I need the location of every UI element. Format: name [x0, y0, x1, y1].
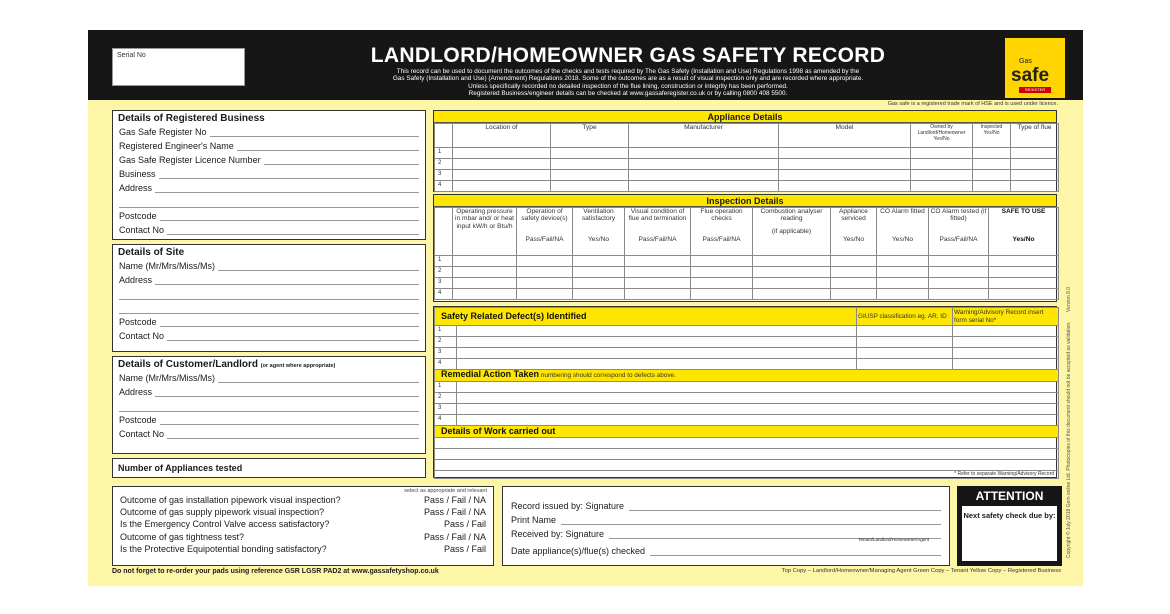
- copyright-note: Copyright © July 2018 Gem online Ltd. Photocopies of this document should not be accepted as validation.: [1066, 321, 1072, 558]
- logo-register-text: REGISTER: [1019, 87, 1051, 93]
- col-type-of-flue: Type of flue: [1011, 124, 1059, 148]
- col-safe-to-use: SAFE TO USE Yes/No: [989, 208, 1059, 256]
- gas-safe-logo: [1005, 38, 1065, 98]
- work-row[interactable]: [435, 460, 1059, 471]
- print-name-field[interactable]: Print Name: [503, 511, 949, 525]
- customer-postcode-field[interactable]: Postcode: [113, 412, 425, 426]
- col-flue-operation: Flue operation checks Pass/Fail/NA: [691, 208, 753, 256]
- work-row[interactable]: [435, 449, 1059, 460]
- table-row[interactable]: 1: [435, 382, 1059, 393]
- table-row[interactable]: 4: [435, 289, 1059, 300]
- site-details-panel: [112, 244, 426, 352]
- attention-panel: [957, 486, 1062, 566]
- engineer-name-field[interactable]: Registered Engineer's Name: [113, 138, 425, 152]
- business-details-panel: [112, 110, 426, 240]
- business-address-field[interactable]: Address: [113, 180, 425, 194]
- address-line[interactable]: [119, 286, 419, 300]
- col-safety-device: Operation of safety device(s) Pass/Fail/NA: [517, 208, 573, 256]
- address-line[interactable]: [119, 300, 419, 314]
- inspection-details-panel: [433, 194, 1057, 302]
- work-title: Details of Work carried out: [435, 426, 1059, 438]
- col-co-alarm-fitted: CO Alarm fitted Yes/No: [877, 208, 929, 256]
- serial-label: Serial No: [117, 52, 146, 59]
- site-title: Details of Site: [118, 247, 185, 258]
- outcome-item[interactable]: Outcome of gas tightness test? Pass / Fail / NA: [120, 531, 486, 542]
- customer-title: Details of Customer/Landlord (or agent where appropriate): [118, 359, 336, 370]
- warning-header: Warning/Advisory Record insert form serial No*: [953, 308, 1059, 326]
- subtitle-line: This record can be used to document the outcomes of the checks and tests required by The Gas Safety (Installation and Use) Regulations 1998 as amended by the: [396, 68, 860, 75]
- issued-signature-field[interactable]: Record issued by: Signature: [503, 497, 949, 511]
- outcome-item[interactable]: Outcome of gas installation pipework visual inspection? Pass / Fail / NA: [120, 495, 486, 505]
- customer-contact-field[interactable]: Contact No: [113, 426, 425, 440]
- subtitle-line: Registered Business/engineer details can be checked at www.gassaferegister.co.uk or by calling 0800 408 5500.: [468, 90, 788, 98]
- site-contact-field[interactable]: Contact No: [113, 328, 425, 342]
- work-row[interactable]: [435, 438, 1059, 449]
- col-location: Location of: [453, 124, 551, 148]
- col-num: [435, 124, 453, 148]
- inspection-table: [434, 207, 1059, 300]
- table-row[interactable]: 3: [435, 170, 1059, 181]
- customer-details-panel: [112, 356, 426, 454]
- attention-title: ATTENTION: [975, 489, 1044, 503]
- gas-safety-record-form: [88, 30, 1083, 586]
- business-postcode-field[interactable]: Postcode: [113, 208, 425, 222]
- address-line[interactable]: [119, 398, 419, 412]
- col-co-alarm-tested: CO Alarm tested (if fitted) Pass/Fail/NA: [929, 208, 989, 256]
- col-owned-by: Owned by Landlord/Homeowner Yes/No: [911, 124, 973, 148]
- col-model: Model: [779, 124, 911, 148]
- col-manufacturer: Manufacturer: [629, 124, 779, 148]
- defects-panel: [433, 306, 1057, 478]
- serial-number-box[interactable]: [112, 48, 245, 86]
- signatures-panel: [502, 486, 950, 566]
- col-ventilation: Ventilation satisfactory Yes/No: [573, 208, 625, 256]
- received-note: Tenant/Landlord/Homeowner/Agent: [858, 537, 929, 542]
- table-row[interactable]: 3: [435, 278, 1059, 289]
- next-check-box[interactable]: Next safety check due by:: [962, 506, 1057, 561]
- site-name-field[interactable]: Name (Mr/Mrs/Miss/Ms): [113, 258, 425, 272]
- table-row[interactable]: 3: [435, 404, 1059, 415]
- table-row[interactable]: 4: [435, 181, 1059, 192]
- table-row[interactable]: 1: [435, 148, 1059, 159]
- outcomes-hint: select as appropriate and relevant: [404, 488, 487, 494]
- appliance-details-title: Appliance Details: [434, 111, 1056, 123]
- appliances-tested-label: Number of Appliances tested: [118, 463, 243, 473]
- logo-gas-text: Gas: [1019, 58, 1032, 65]
- defects-title: Safety Related Defect(s) Identified: [435, 308, 857, 326]
- outcomes-panel: [112, 486, 494, 566]
- business-title: Details of Registered Business: [118, 113, 265, 124]
- col-serviced: Appliance serviced Yes/No: [831, 208, 877, 256]
- col-num: [435, 208, 453, 256]
- col-visual-condition: Visual condition of flue and termination Pass/Fail/NA: [625, 208, 691, 256]
- customer-note: (or agent where appropriate): [260, 363, 336, 369]
- table-row[interactable]: 2: [435, 393, 1059, 404]
- subtitle-line: Unless specifically recorded no detailed inspection of the flue lining, construction or integrity has been performed.: [468, 82, 788, 90]
- version-label: Version 8.0: [1066, 286, 1072, 312]
- table-row[interactable]: 4: [435, 415, 1059, 426]
- site-postcode-field[interactable]: Postcode: [113, 314, 425, 328]
- licence-number-field[interactable]: Gas Safe Register Licence Number: [113, 152, 425, 166]
- site-address-field[interactable]: Address: [113, 272, 425, 286]
- table-row[interactable]: 3: [435, 348, 1059, 359]
- remedial-title: Remedial Action Taken numbering should correspond to defects above.: [435, 370, 1059, 382]
- table-row[interactable]: 2: [435, 159, 1059, 170]
- reorder-note: Do not forget to re-order your pads using reference GSR LGSR PAD2 at www.gassafetyshop.co.uk: [112, 568, 439, 575]
- copy-distribution-note: Top Copy – Landlord/Homeowner/Managing Agent Green Copy – Tenant Yellow Copy – Registered Business: [781, 568, 1061, 574]
- address-line[interactable]: [119, 194, 419, 208]
- appliances-tested-panel[interactable]: [112, 458, 426, 478]
- appliance-table: [434, 123, 1059, 192]
- logo-safe-text: safe: [1011, 65, 1050, 86]
- business-field[interactable]: Business: [113, 166, 425, 180]
- outcome-item[interactable]: Is the Protective Equipotential bonding satisfactory? Pass / Fail: [120, 543, 486, 554]
- form-header: [88, 30, 1083, 100]
- business-contact-field[interactable]: Contact No: [113, 222, 425, 236]
- received-signature-field[interactable]: Received by: Signature: [503, 525, 949, 539]
- col-combustion: Combustion analyser reading (if applicable): [753, 208, 831, 256]
- col-inspected: Inspected Yes/No: [973, 124, 1011, 148]
- date-checked-field[interactable]: Date appliance(s)/flue(s) checked: [503, 542, 949, 556]
- trademark-note: Gas safe is a registered trade mark of HSE and is used under licence.: [887, 101, 1058, 107]
- table-row[interactable]: 2: [435, 337, 1059, 348]
- gas-safe-register-no-field[interactable]: Gas Safe Register No: [113, 124, 425, 138]
- form-title: LANDLORD/HOMEOWNER GAS SAFETY RECORD: [370, 44, 886, 67]
- outcome-item[interactable]: Is the Emergency Control Valve access satisfactory? Pass / Fail: [120, 519, 486, 530]
- customer-address-field[interactable]: Address: [113, 384, 425, 398]
- giusp-header: GIUSP classification eg. AR, ID: [857, 308, 953, 326]
- form-subtitle: [328, 68, 928, 98]
- col-type: Type: [551, 124, 629, 148]
- appliance-details-panel: [433, 110, 1057, 192]
- defects-table: [434, 307, 1059, 479]
- col-operating-pressure: Operating pressure in mbar and/ or heat input kW/h or Btu/h: [453, 208, 517, 256]
- work-footnote: * Refer to separate Warning/Advisory Record: [435, 471, 1059, 479]
- outcome-item[interactable]: Outcome of gas supply pipework visual inspection? Pass / Fail / NA: [120, 507, 486, 518]
- customer-name-field[interactable]: Name (Mr/Mrs/Miss/Ms): [113, 370, 425, 384]
- inspection-details-title: Inspection Details: [434, 195, 1056, 207]
- table-row[interactable]: 1: [435, 256, 1059, 267]
- remedial-note: numbering should correspond to defects above.: [540, 372, 676, 380]
- table-row[interactable]: 2: [435, 267, 1059, 278]
- table-row[interactable]: 4: [435, 359, 1059, 370]
- subtitle-line: Gas Safety (Installation and Use) (Amendment) Regulations 2018. Some of the outcomes are as a result of visual inspection only and are recorded where appropriate.: [392, 75, 864, 83]
- table-row[interactable]: 1: [435, 326, 1059, 337]
